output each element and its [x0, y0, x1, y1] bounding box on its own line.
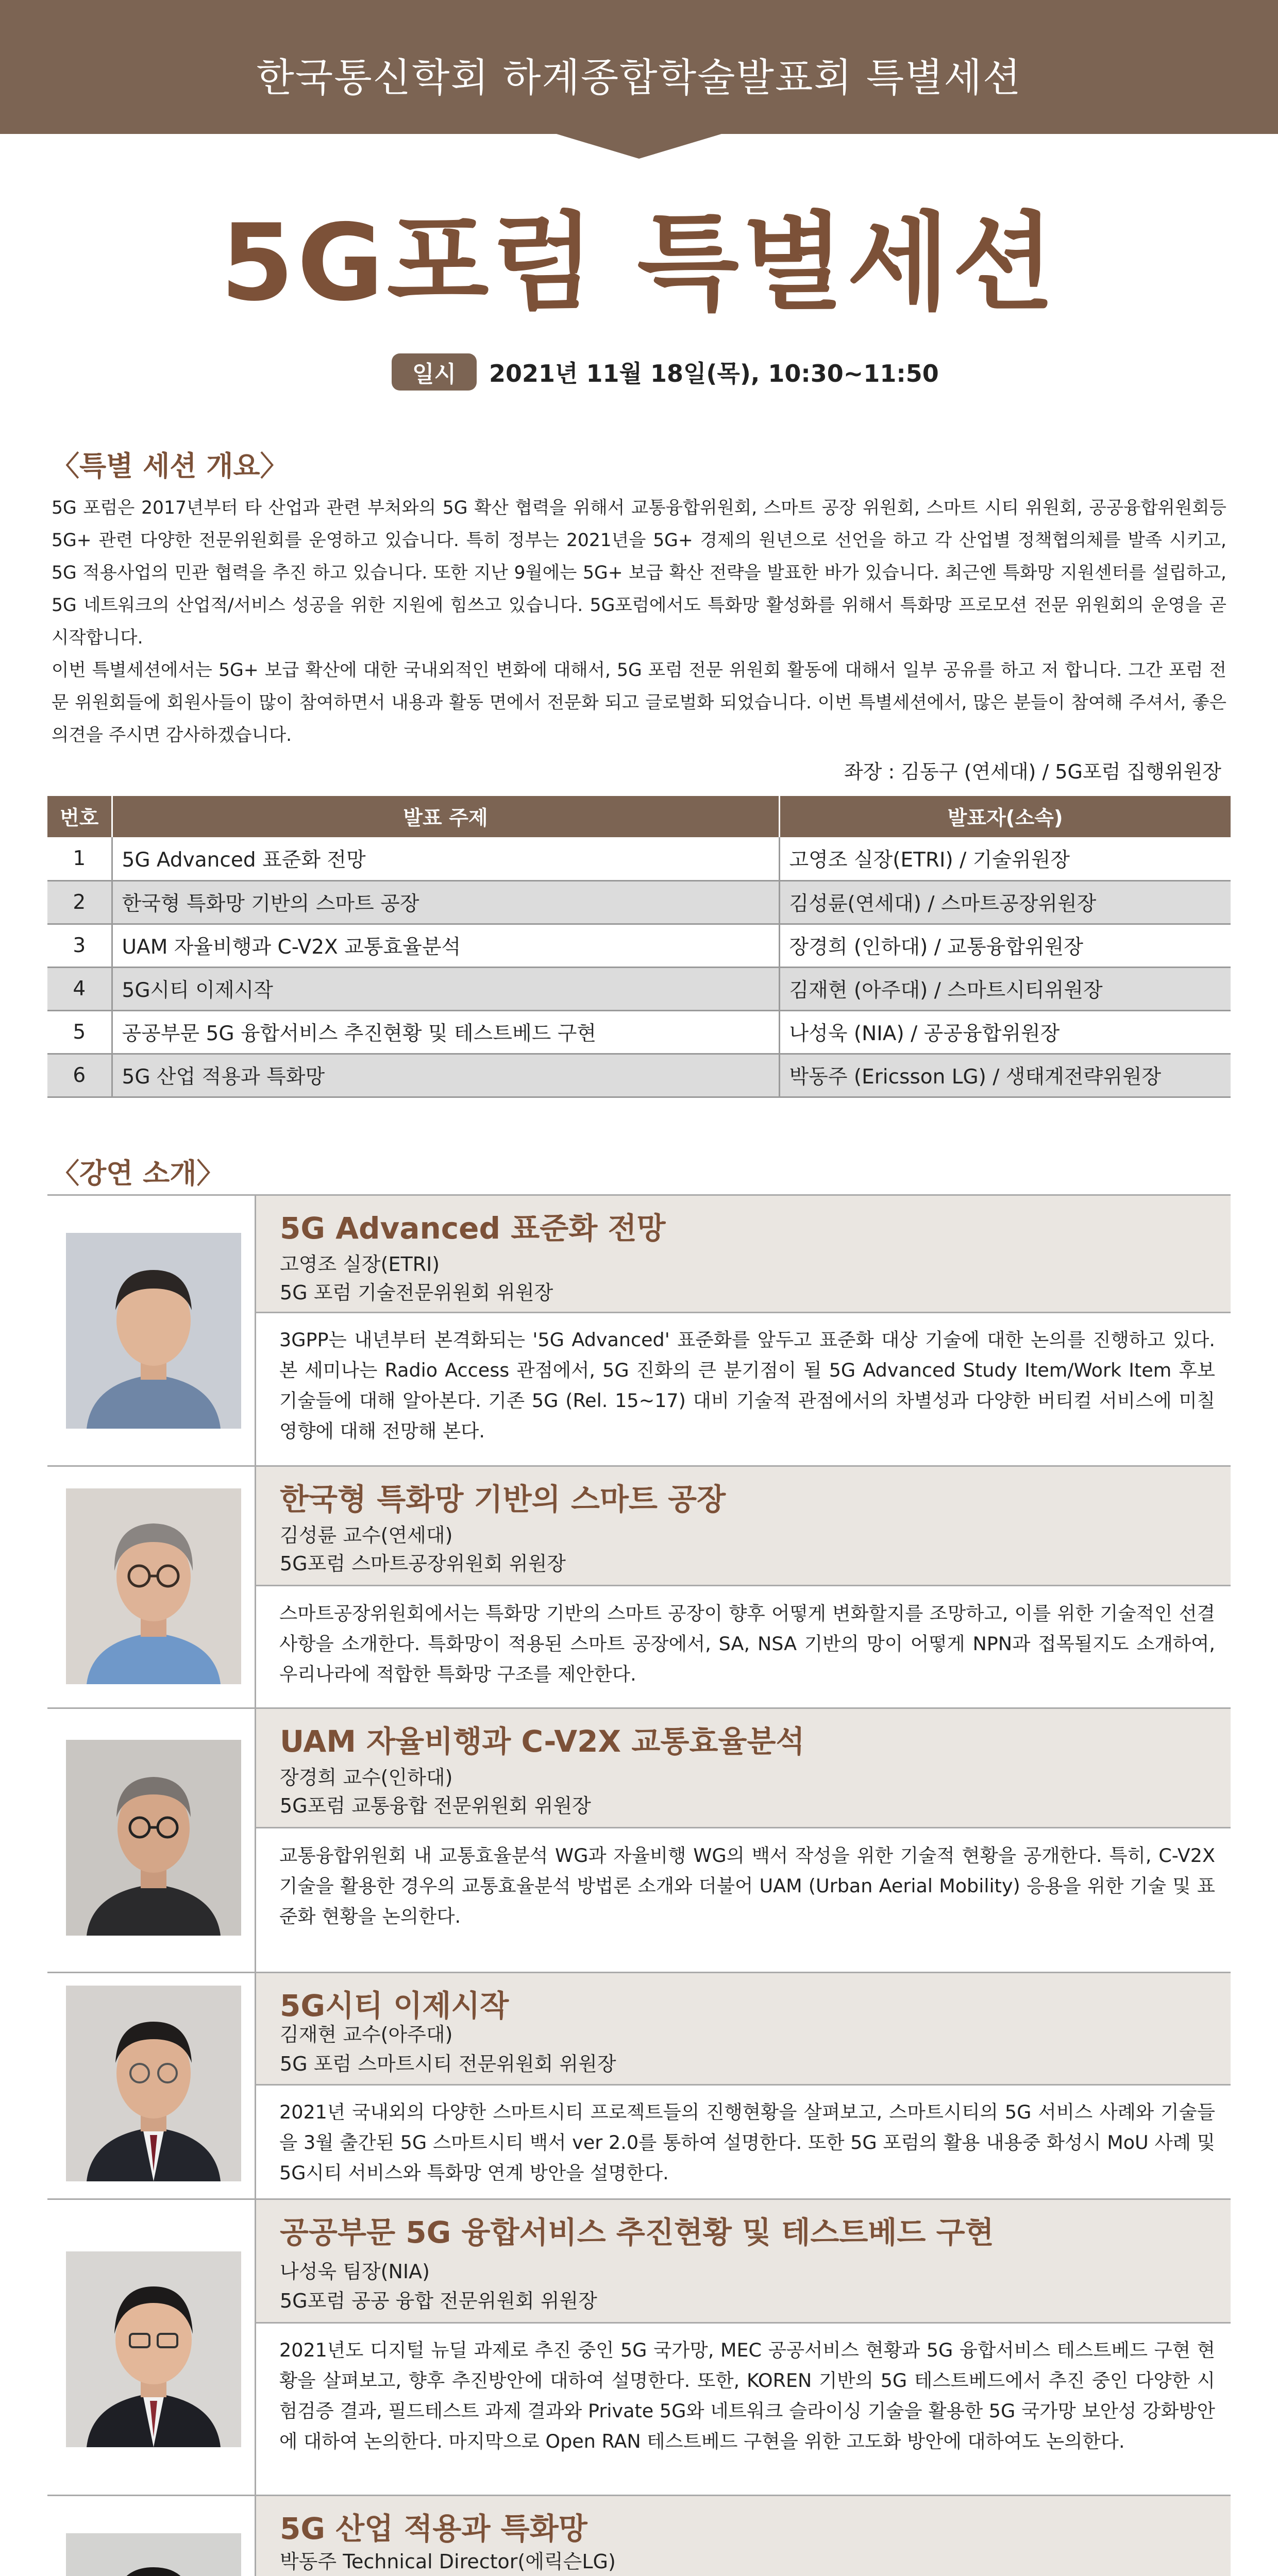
- speaker-name: 김재현 교수(아주대): [280, 2023, 453, 2046]
- talk-header: [256, 1467, 1231, 1586]
- column-header-presenter: 발표자(소속): [779, 796, 1231, 837]
- speaker-name: 박동주 Technical Director(에릭슨LG): [280, 2550, 616, 2573]
- speaker-photo: [66, 2251, 241, 2447]
- talk-header: [256, 2200, 1231, 2324]
- table-header-row: [47, 796, 1231, 837]
- top-banner: [0, 0, 1278, 134]
- speaker-card: [47, 1467, 1231, 1709]
- row-topic: 5G 산업 적용과 특화망: [112, 1054, 779, 1097]
- page-title: 5G포럼 특별세션: [220, 202, 1058, 325]
- table-row: [47, 924, 1231, 967]
- date-value: 2021년 11월 18일(목), 10:30~11:50: [489, 360, 939, 387]
- row-topic: UAM 자율비행과 C-V2X 교통효율분석: [112, 924, 779, 967]
- row-presenter: 김성륜(연세대) / 스마트공장위원장: [779, 880, 1231, 924]
- overview-heading: 〈특별 세션 개요〉: [52, 450, 288, 482]
- speaker-role: 5G포럼 공공 융합 전문위원회 위원장: [280, 2290, 597, 2312]
- speaker-photo: [66, 1740, 241, 1936]
- speaker-role: 5G포럼 스마트공장위원회 위원장: [280, 1552, 566, 1575]
- talk-abstract: 2021년도 디지털 뉴딜 과제로 추진 중인 5G 국가망, MEC 공공서비스 현황과 5G 융합서비스 테스트베드 구현 현황을 살펴보고, 향후 추진방안에 대하여 설명한다. 또한, KOREN 기반의 5G 테스트베드에서 추진 중인 다양한 시험검증 결과, 필드테스트 과제 결과와 Private 5G와 네트워크 슬라이싱 기술을 활용한 5G 국가망 보안성 강화방안에 대하여 논의한다. 마지막으로 Open RAN 테스트베드 구현을 위한 고도화 방안에 대하여도 논의한다.: [279, 2339, 1215, 2452]
- speaker-role: 5G 포럼 기술전문위원회 위원장: [280, 1281, 553, 1304]
- photo-column: [47, 1709, 256, 1972]
- talk-abstract: 교통융합위원회 내 교통효율분석 WG과 자율비행 WG의 백서 작성을 위한 기술적 현황을 공개한다. 특히, C-V2X 기술을 활용한 경우의 교통효율분석 방법론 소개와 더불어 UAM (Urban Aerial Mobility) 응용을 위한 기술 및 표준화 현황을 논의한다.: [279, 1844, 1215, 1927]
- portrait-image: [66, 2251, 241, 2447]
- table-row: [47, 837, 1231, 880]
- row-number: 4: [47, 967, 112, 1010]
- speaker-name: 장경희 교수(인하대): [280, 1766, 453, 1789]
- talk-header: [256, 2496, 1231, 2576]
- speaker-card: [47, 1709, 1231, 1973]
- talk-title: 한국형 특화망 기반의 스마트 공장: [280, 1482, 726, 1517]
- row-presenter: 박동주 (Ericsson LG) / 생태계전략위원장: [779, 1054, 1231, 1097]
- speaker-photo: [66, 1986, 241, 2181]
- portrait-image: [66, 2533, 241, 2576]
- row-presenter: 장경희 (인하대) / 교통융합위원장: [779, 924, 1231, 967]
- chair-line: 좌장 : 김동구 (연세대) / 5G포럼 집행위원장: [844, 760, 1221, 783]
- row-number: 2: [47, 880, 112, 924]
- table-row: [47, 880, 1231, 924]
- date-label-badge: 일시: [392, 353, 477, 391]
- speaker-card: [47, 2200, 1231, 2496]
- overview-paragraph: 5G 포럼은 2017년부터 타 산업과 관련 부처와의 5G 확산 협력을 위해서 교통융합위원회, 스마트 공장 위원회, 스마트 시티 위원회, 공공융합위원회등 5G+ 관련 다양한 전문위원회를 운영하고 있습니다. 특히 정부는 2021년을 5G+ 경제의 원년으로 선언을 하고 각 산업별 정책협의체를 발족 시키고, 5G 적용사업의 민관 협력을 추진 하고 있습니다. 또한 지난 9월에는 5G+ 보급 확산 전략을 발표한 바가 있습니다. 최근엔 특화망 지원센터를 설립하고, 5G 네트워크의 산업적/서비스 성공을 위한 지원에 힘쓰고 있습니다. 5G포럼에서도 특화망 활성화를 위해서 특화망 프로모션 전문 위원회의 운영을 곧 시작합니다.: [52, 498, 1226, 648]
- photo-column: [47, 1196, 256, 1465]
- speaker-name: 나성욱 팀장(NIA): [280, 2260, 430, 2283]
- talk-title: 5G시티 이제시작: [280, 1988, 509, 2023]
- speaker-role: 5G포럼 교통융합 전문위원회 위원장: [280, 1794, 591, 1817]
- talk-header: [256, 1973, 1231, 2086]
- speaker-name: 고영조 실장(ETRI): [280, 1253, 440, 1276]
- row-number: 5: [47, 1010, 112, 1054]
- speaker-name: 김성륜 교수(연세대): [280, 1524, 453, 1547]
- speaker-photo: [66, 1488, 241, 1684]
- row-number: 1: [47, 837, 112, 880]
- portrait-image: [66, 1986, 241, 2181]
- talk-abstract: 2021년 국내외의 다양한 스마트시티 프로젝트들의 진행현황을 살펴보고, 스마트시티의 5G 서비스 사례와 기술들을 3월 출간된 5G 스마트시티 백서 ver 2.0를 통하여 설명한다. 또한 5G 포럼의 활용 내용중 화성시 MoU 사례 및 5G시티 서비스와 특화망 연계 방안을 설명한다.: [279, 2101, 1215, 2184]
- row-topic: 5G Advanced 표준화 전망: [112, 837, 779, 880]
- row-presenter: 고영조 실장(ETRI) / 기술위원장: [779, 837, 1231, 880]
- banner-notch: [536, 128, 742, 159]
- row-topic: 공공부문 5G 융합서비스 추진현황 및 테스트베드 구현: [112, 1010, 779, 1054]
- speaker-card: [47, 1196, 1231, 1467]
- portrait-image: [66, 1233, 241, 1429]
- overview-body: [52, 492, 1226, 752]
- table-row: [47, 1010, 1231, 1054]
- talk-title: 5G 산업 적용과 특화망: [280, 2511, 587, 2546]
- talk-title: 공공부문 5G 융합서비스 추진현황 및 테스트베드 구현: [280, 2215, 994, 2250]
- column-header-topic: 발표 주제: [112, 796, 779, 837]
- table-row: [47, 967, 1231, 1010]
- row-number: 6: [47, 1054, 112, 1097]
- speaker-photo: [66, 2533, 241, 2576]
- photo-column: [47, 1973, 256, 2198]
- table-row: [47, 1054, 1231, 1097]
- lectures-heading: 〈강연 소개〉: [52, 1157, 225, 1190]
- speaker-list: [47, 1194, 1231, 2576]
- speaker-role: [280, 2573, 616, 2576]
- row-presenter: 김재현 (아주대) / 스마트시티위원장: [779, 967, 1231, 1010]
- photo-column: [47, 2200, 256, 2495]
- event-subtitle: 한국통신학회 하계종합학술발표회 특별세션: [256, 55, 1022, 100]
- speaker-role: 5G 포럼 스마트시티 전문위원회 위원장: [280, 2053, 616, 2075]
- talk-abstract: 3GPP는 내년부터 본격화되는 '5G Advanced' 표준화를 앞두고 표준화 대상 기술에 대한 논의를 진행하고 있다. 본 세미나는 Radio Access 관점에서, 5G 진화의 큰 분기점이 될 5G Advanced Study Item/Work Item 후보 기술들에 대해 알아본다. 기존 5G (Rel. 15~17) 대비 기술적 관점에서의 차별성과 다양한 버티컬 서비스에 미칠 영향에 대해 전망해 본다.: [279, 1329, 1215, 1442]
- portrait-image: [66, 1740, 241, 1936]
- photo-column: [47, 1467, 256, 1707]
- row-topic: 한국형 특화망 기반의 스마트 공장: [112, 880, 779, 924]
- overview-paragraph: 이번 특별세션에서는 5G+ 보급 확산에 대한 국내외적인 변화에 대해서, 5G 포럼 전문 위원회 활동에 대해서 일부 공유를 하고 저 합니다. 그간 포럼 전문 위원회들에 회원사들이 많이 참여하면서 내용과 활동 면에서 전문화 되고 글로벌화 되었습니다. 이번 특별세션에서, 많은 분들이 참여해 주셔서, 좋은 의견을 주시면 감사하겠습니다.: [52, 660, 1226, 745]
- talk-header: [256, 1709, 1231, 1828]
- speaker-photo: [66, 1233, 241, 1429]
- speaker-card: [47, 2496, 1231, 2576]
- date-row: [392, 355, 939, 388]
- portrait-image: [66, 1488, 241, 1684]
- talk-title: UAM 자율비행과 C-V2X 교통효율분석: [280, 1724, 805, 1759]
- row-topic: 5G시티 이제시작: [112, 967, 779, 1010]
- speaker-card: [47, 1973, 1231, 2200]
- row-presenter: 나성욱 (NIA) / 공공융합위원장: [779, 1010, 1231, 1054]
- photo-column: [47, 2496, 256, 2576]
- row-number: 3: [47, 924, 112, 967]
- column-header-number: 번호: [47, 796, 112, 837]
- talk-abstract: 스마트공장위원회에서는 특화망 기반의 스마트 공장이 향후 어떻게 변화할지를 조망하고, 이를 위한 기술적인 선결 사항을 소개한다. 특화망이 적용된 스마트 공장에서, SA, NSA 기반의 망이 어떻게 NPN과 접목될지도 소개하여, 우리나라에 적합한 특화망 구조를 제안한다.: [279, 1602, 1215, 1685]
- schedule-table: [47, 796, 1231, 1098]
- talk-title: 5G Advanced 표준화 전망: [280, 1211, 666, 1246]
- talk-header: [256, 1196, 1231, 1313]
